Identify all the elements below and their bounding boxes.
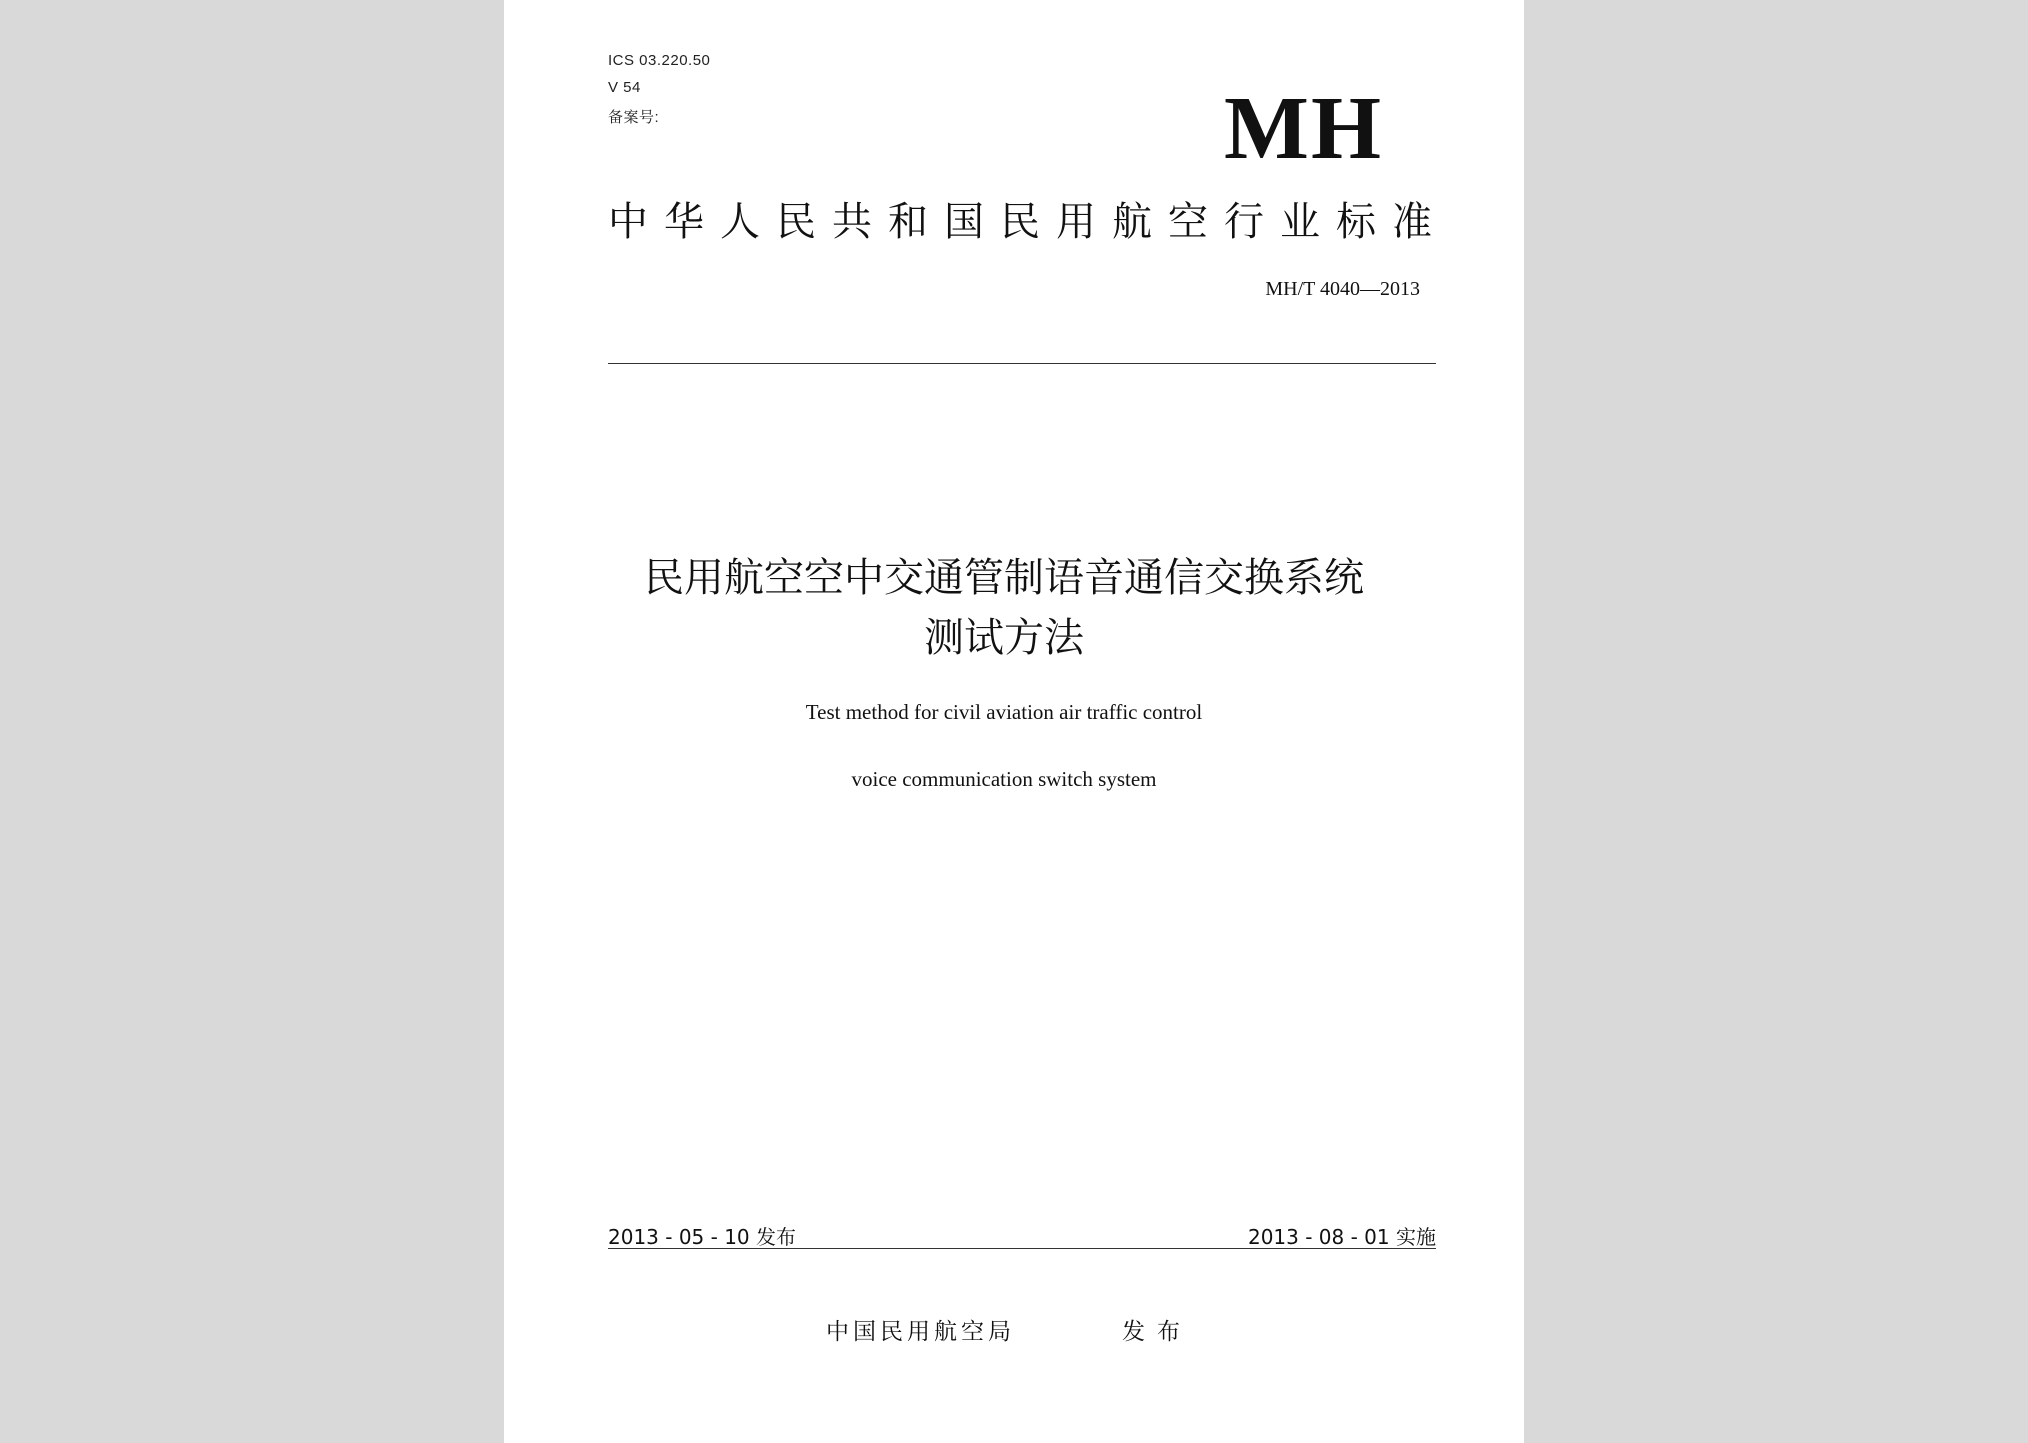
standard-code: MH/T 4040—2013 — [1265, 278, 1420, 300]
footer-divider — [608, 1248, 1436, 1249]
title-en-line1: Test method for civil aviation air traffic control — [805, 700, 1203, 724]
ics-code: ICS 03.220.50 — [608, 52, 711, 69]
document-page — [504, 0, 1524, 1443]
mh-logo: MH — [1224, 79, 1383, 178]
org-title: 中华人民共和国民用航空行业标准 — [608, 199, 1448, 245]
header-divider — [608, 363, 1436, 364]
title-en-line2: voice communication switch system — [851, 767, 1157, 791]
effective-date: 2013 - 08 - 01 实施 — [1247, 1225, 1436, 1249]
issue-date: 2013 - 05 - 10 发布 — [608, 1225, 797, 1249]
filing-number-label: 备案号: — [608, 109, 660, 126]
category-code: V 54 — [608, 79, 641, 96]
issuer-name: 中国民用航空局 — [826, 1319, 1015, 1345]
issuer-verb: 发布 — [1122, 1319, 1192, 1345]
title-cn-line1: 民用航空空中交通管制语音通信交换系统 — [644, 555, 1364, 601]
title-cn-line2: 测试方法 — [924, 615, 1084, 661]
